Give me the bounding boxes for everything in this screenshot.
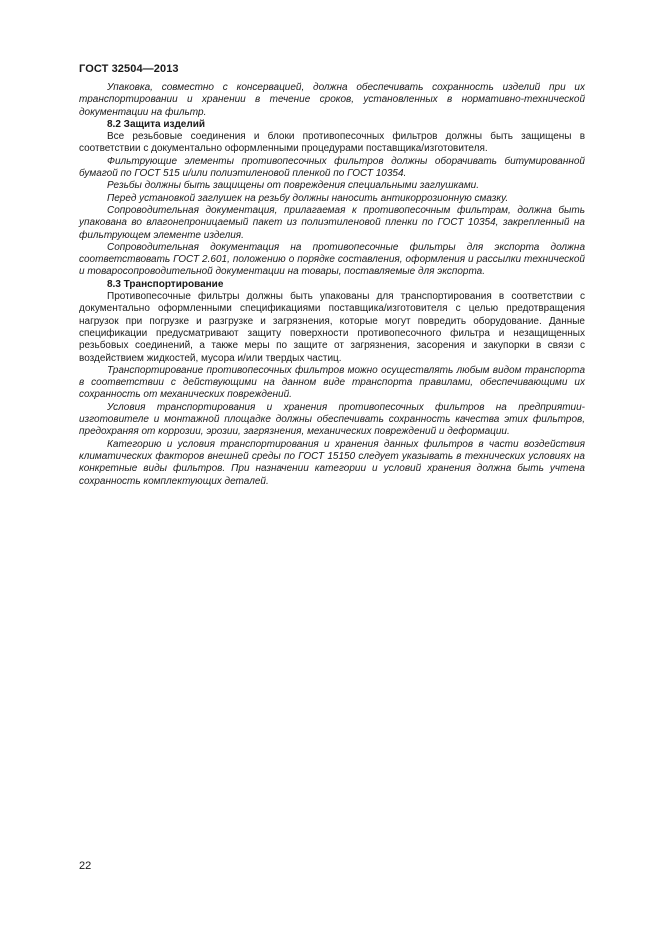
paragraph-threaded-connections: Все резьбовые соединения и блоки противопесочных фильтров должны быть защищены в соответствии с документально оформленными процедурами поставщика/изготовителя.	[79, 131, 585, 155]
paragraph-transport-modes: Транспортирование противопесочных фильтров можно осуществлять любым видом транспорта в соответствии с действующими на данном виде транспорта правилами, обеспечивающими их сохранность от механических повреждений.	[79, 364, 585, 401]
paragraph-export-docs: Сопроводительная документация на противопесочные фильтры для экспорта должна соответствовать ГОСТ 2.601, положению о порядке составления, оформления и рассылки технической и товаросопроводительной документации на товары, поставляемые для экспорта.	[79, 241, 585, 278]
section-heading-transportation: 8.3 Транспортирование	[107, 278, 224, 290]
paragraph-climatic-category: Категорию и условия транспортирования и хранения данных фильтров в части воздействия климатических факторов внешней среды по ГОСТ 15150 следует указывать в технических условиях на конкретные виды фильтров. При назначении категории и условий хранения должна быть учтена сохранность комплектующих деталей.	[79, 438, 585, 487]
document-code-header: ГОСТ 32504—2013	[79, 63, 179, 75]
paragraph-thread-caps: Резьбы должны быть защищены от повреждения специальными заглушками.	[107, 180, 480, 192]
paragraph-transport-conditions: Условия транспортирования и хранения противопесочных фильтров на предприятии-изготовителе и монтажной площадке должны обеспечивать сохранность качества этих фильтров, предохраняя от коррозии, эрозии, загрязнения, механических повреждений и деформации.	[79, 401, 585, 438]
paragraph-transport-packaging: Противопесочные фильтры должны быть упакованы для транспортирования в соответствии с документально оформленными спецификациями поставщика/изготовителя с целью предотвращения нагрузок при погрузке и разгрузке и загрязнения, которые могут повредить оборудование. Данные спецификации предусматривают защиту поверхности противопесочного фильтра и незащищенных резьбовых соединений, а также меры по защите от загрязнения, засорения и закупорки в связи с воздействием жидкостей, мусора и/или твердых частиц.	[79, 291, 585, 364]
paragraph-accompanying-docs: Сопроводительная документация, прилагаемая к противопесочным фильтрам, должна быть упакована во влагонепроницаемый пакет из полиэтиленовой пленки по ГОСТ 10354, закрепленный на фильтрующем элементе изделия.	[79, 204, 585, 241]
paragraph-filter-wrapping: Фильтрующие элементы противопесочных фильтров должны оборачивать битумированной бумагой по ГОСТ 515 и/или полиэтиленовой пленкой по ГОСТ 10354.	[79, 155, 585, 180]
section-heading-protection: 8.2 Защита изделий	[107, 118, 206, 130]
document-body	[79, 82, 585, 488]
paragraph-packaging-preservation: Упаковка, совместно с консервацией, должна обеспечивать сохранность изделий при их транспортировании и хранении в течение сроков, установленных в нормативно-технической документации на фильтр.	[79, 82, 585, 118]
page-number: 22	[79, 860, 92, 872]
paragraph-anticorrosion-grease: Перед установкой заглушек на резьбу должны наносить антикоррозионную смазку.	[107, 192, 509, 204]
